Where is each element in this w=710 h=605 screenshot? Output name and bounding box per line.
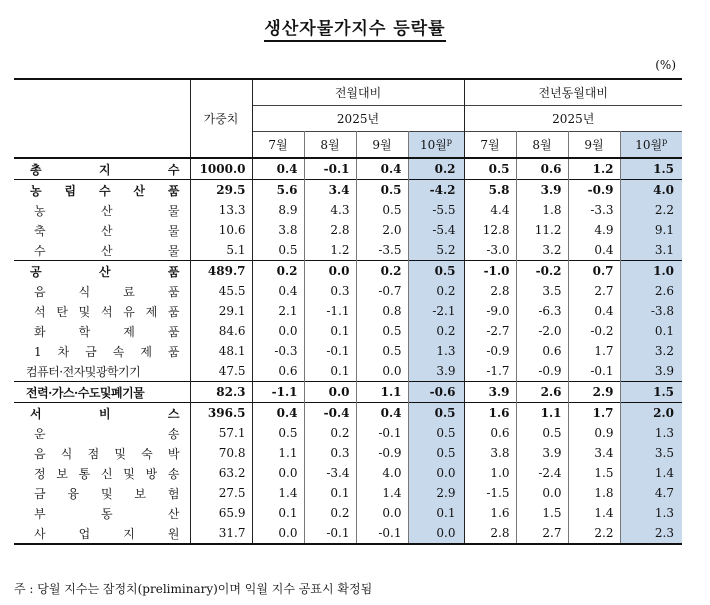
yoy-cell: -6.3 (516, 301, 568, 321)
mom-cell: 0.5 (356, 200, 408, 220)
yoy-cell: 11.2 (516, 220, 568, 240)
weight-cell: 57.1 (190, 423, 252, 443)
mom-cell: -0.6 (408, 382, 464, 403)
yoy-cell: 0.4 (568, 301, 620, 321)
table-row (14, 220, 682, 240)
yoy-cell: 2.7 (516, 523, 568, 544)
mom-year: 2025년 (252, 106, 464, 132)
yoy-cell: 2.7 (568, 281, 620, 301)
item-header (14, 79, 190, 158)
yoy-cell: 3.4 (568, 443, 620, 463)
mom-cell: 0.4 (356, 158, 408, 180)
mom-cell: 0.0 (408, 523, 464, 544)
mom-cell: 2.0 (356, 220, 408, 240)
yoy-cell: 2.3 (620, 523, 682, 544)
mom-cell: 1.1 (356, 382, 408, 403)
yoy-cell: -2.4 (516, 463, 568, 483)
table-row (14, 503, 682, 523)
yoy-cell: 0.6 (516, 158, 568, 180)
row-label: 운 송 (14, 423, 190, 443)
yoy-cell: -9.0 (464, 301, 516, 321)
mom-cell: 1.2 (304, 240, 356, 261)
row-label: 수 산 물 (14, 240, 190, 261)
mom-cell: -0.3 (252, 341, 304, 361)
yoy-cell: 9.1 (620, 220, 682, 240)
yoy-cell: 1.7 (568, 403, 620, 424)
unit-label: (%) (655, 58, 676, 72)
mom-cell: 0.0 (408, 463, 464, 483)
mom-cell: 0.4 (356, 403, 408, 424)
weight-cell: 13.3 (190, 200, 252, 220)
mom-cell: -0.9 (356, 443, 408, 463)
yoy-cell: 2.0 (620, 403, 682, 424)
yoy-cell: 1.4 (568, 503, 620, 523)
row-label: 농 산 물 (14, 200, 190, 220)
mom-cell: 0.5 (408, 261, 464, 282)
yoy-cell: 3.2 (620, 341, 682, 361)
mom-cell: -2.1 (408, 301, 464, 321)
yoy-cell: 1.1 (516, 403, 568, 424)
yoy-cell: 0.4 (568, 240, 620, 261)
mom-month: 8월 (304, 132, 356, 159)
row-label: 음 식 료 품 (14, 281, 190, 301)
yoy-cell: 0.6 (516, 341, 568, 361)
weight-cell: 63.2 (190, 463, 252, 483)
mom-cell: 1.4 (356, 483, 408, 503)
yoy-cell: 2.8 (464, 281, 516, 301)
yoy-cell: 2.2 (620, 200, 682, 220)
row-label: 전력·가스·수도및폐기물 (14, 382, 190, 403)
mom-cell: 0.5 (408, 443, 464, 463)
mom-cell: 2.1 (252, 301, 304, 321)
yoy-cell: 1.5 (568, 463, 620, 483)
row-label: 금 융 및 보 험 (14, 483, 190, 503)
weight-cell: 29.1 (190, 301, 252, 321)
yoy-cell: -2.7 (464, 321, 516, 341)
table-row (14, 321, 682, 341)
row-label: 석 탄 및 석 유 제 품 (14, 301, 190, 321)
yoy-cell: 2.9 (568, 382, 620, 403)
yoy-cell: 1.3 (620, 503, 682, 523)
yoy-cell: 1.6 (464, 403, 516, 424)
yoy-cell: -0.9 (464, 341, 516, 361)
mom-cell: 0.1 (408, 503, 464, 523)
mom-cell: 0.0 (356, 361, 408, 382)
yoy-cell: 1.2 (568, 158, 620, 180)
yoy-cell: 5.8 (464, 180, 516, 201)
mom-cell: -0.1 (356, 423, 408, 443)
yoy-cell: 3.9 (516, 180, 568, 201)
table-row (14, 180, 682, 201)
weight-cell: 65.9 (190, 503, 252, 523)
row-label: 농 림 수 산 품 (14, 180, 190, 201)
weight-cell: 48.1 (190, 341, 252, 361)
yoy-cell: -1.5 (464, 483, 516, 503)
mom-cell: -0.4 (304, 403, 356, 424)
mom-cell: 0.4 (252, 403, 304, 424)
yoy-cell: 0.9 (568, 423, 620, 443)
table-row (14, 240, 682, 261)
mom-cell: 8.9 (252, 200, 304, 220)
yoy-cell: 4.4 (464, 200, 516, 220)
table-row (14, 200, 682, 220)
weight-cell: 70.8 (190, 443, 252, 463)
mom-cell: 2.9 (408, 483, 464, 503)
table-row (14, 443, 682, 463)
yoy-cell: 1.0 (464, 463, 516, 483)
weight-cell: 1000.0 (190, 158, 252, 180)
weight-cell: 5.1 (190, 240, 252, 261)
mom-cell: 3.4 (304, 180, 356, 201)
yoy-cell: 4.7 (620, 483, 682, 503)
yoy-cell: 4.9 (568, 220, 620, 240)
mom-cell: 0.2 (408, 158, 464, 180)
yoy-cell: 3.5 (516, 281, 568, 301)
yoy-cell: -1.0 (464, 261, 516, 282)
table-row (14, 341, 682, 361)
weight-cell: 84.6 (190, 321, 252, 341)
table-row (14, 382, 682, 403)
yoy-cell: 0.6 (464, 423, 516, 443)
table-row (14, 423, 682, 443)
footnote: 주 : 당월 지수는 잠정치(preliminary)이며 익월 지수 공표시 확정됨 (14, 582, 373, 596)
mom-cell: 0.0 (252, 523, 304, 544)
mom-cell: 2.8 (304, 220, 356, 240)
mom-cell: 0.0 (356, 503, 408, 523)
mom-cell: 0.1 (304, 361, 356, 382)
row-label: 1 차 금 속 제 품 (14, 341, 190, 361)
mom-cell: 0.0 (304, 261, 356, 282)
mom-cell: 3.9 (408, 361, 464, 382)
table-row (14, 361, 682, 382)
yoy-year: 2025년 (464, 106, 682, 132)
row-label: 음 식 점 및 숙 박 (14, 443, 190, 463)
yoy-cell: -3.3 (568, 200, 620, 220)
mom-header: 전월대비 (252, 79, 464, 106)
row-label: 공 산 품 (14, 261, 190, 282)
yoy-cell: -0.2 (516, 261, 568, 282)
yoy-month: 9월 (568, 132, 620, 159)
weight-cell: 29.5 (190, 180, 252, 201)
row-label: 총 지 수 (14, 158, 190, 180)
mom-cell: -5.4 (408, 220, 464, 240)
mom-cell: 0.1 (252, 503, 304, 523)
yoy-cell: 3.9 (516, 443, 568, 463)
yoy-cell: 1.5 (620, 158, 682, 180)
yoy-cell: -0.9 (568, 180, 620, 201)
yoy-cell: 2.2 (568, 523, 620, 544)
weight-header: 가중치 (190, 79, 252, 158)
mom-cell: 0.1 (304, 483, 356, 503)
weight-cell: 47.5 (190, 361, 252, 382)
row-label: 서 비 스 (14, 403, 190, 424)
mom-cell: -0.1 (304, 341, 356, 361)
mom-cell: -1.1 (304, 301, 356, 321)
yoy-cell: 1.5 (620, 382, 682, 403)
mom-cell: 0.6 (252, 361, 304, 382)
mom-cell: 0.4 (252, 281, 304, 301)
mom-cell: 0.5 (252, 240, 304, 261)
mom-month: 7월 (252, 132, 304, 159)
mom-cell: -0.1 (304, 523, 356, 544)
yoy-cell: 1.8 (568, 483, 620, 503)
yoy-cell: 4.0 (620, 180, 682, 201)
yoy-month: 7월 (464, 132, 516, 159)
mom-month-current: 10월$^p$ (408, 132, 464, 159)
yoy-cell: -0.9 (516, 361, 568, 382)
yoy-cell: 0.7 (568, 261, 620, 282)
mom-cell: 4.0 (356, 463, 408, 483)
table-row (14, 403, 682, 424)
table-row (14, 261, 682, 282)
row-label: 부 동 산 (14, 503, 190, 523)
mom-cell: 0.2 (408, 321, 464, 341)
yoy-cell: 2.6 (516, 382, 568, 403)
row-label: 축 산 물 (14, 220, 190, 240)
mom-cell: 0.0 (252, 321, 304, 341)
mom-cell: 5.2 (408, 240, 464, 261)
weight-cell: 396.5 (190, 403, 252, 424)
yoy-cell: 1.0 (620, 261, 682, 282)
yoy-cell: -1.7 (464, 361, 516, 382)
mom-month: 9월 (356, 132, 408, 159)
yoy-cell: 3.1 (620, 240, 682, 261)
yoy-cell: 3.9 (464, 382, 516, 403)
table-row (14, 281, 682, 301)
mom-cell: 0.3 (304, 281, 356, 301)
mom-cell: -3.5 (356, 240, 408, 261)
table-row (14, 523, 682, 544)
mom-cell: 0.4 (252, 158, 304, 180)
yoy-cell: 3.2 (516, 240, 568, 261)
mom-cell: -0.7 (356, 281, 408, 301)
ppi-table (14, 78, 682, 545)
mom-cell: -4.2 (408, 180, 464, 201)
yoy-cell: 3.8 (464, 443, 516, 463)
row-label: 정 보 통 신 및 방 송 (14, 463, 190, 483)
yoy-cell: 0.5 (464, 158, 516, 180)
yoy-cell: 2.8 (464, 523, 516, 544)
mom-cell: -0.1 (356, 523, 408, 544)
yoy-cell: 1.8 (516, 200, 568, 220)
mom-cell: 0.0 (304, 382, 356, 403)
yoy-header: 전년동월대비 (464, 79, 682, 106)
yoy-month-current: 10월$^p$ (620, 132, 682, 159)
yoy-cell: 1.5 (516, 503, 568, 523)
mom-cell: 4.3 (304, 200, 356, 220)
yoy-cell: 1.6 (464, 503, 516, 523)
row-label: 컴퓨터·전자및광학기기 (14, 361, 190, 382)
mom-cell: 0.5 (252, 423, 304, 443)
mom-cell: 0.5 (356, 341, 408, 361)
mom-cell: 1.3 (408, 341, 464, 361)
row-label: 사 업 지 원 (14, 523, 190, 544)
table-row (14, 158, 682, 180)
mom-cell: 0.2 (408, 281, 464, 301)
mom-cell: -3.4 (304, 463, 356, 483)
table-row (14, 463, 682, 483)
mom-cell: 3.8 (252, 220, 304, 240)
yoy-cell: 1.7 (568, 341, 620, 361)
yoy-cell: -3.8 (620, 301, 682, 321)
mom-cell: 0.0 (252, 463, 304, 483)
mom-cell: 0.3 (304, 443, 356, 463)
weight-cell: 31.7 (190, 523, 252, 544)
yoy-cell: 0.1 (620, 321, 682, 341)
mom-cell: -1.1 (252, 382, 304, 403)
mom-cell: 0.5 (356, 321, 408, 341)
yoy-cell: 3.9 (620, 361, 682, 382)
weight-cell: 10.6 (190, 220, 252, 240)
yoy-cell: 1.4 (620, 463, 682, 483)
mom-cell: 0.2 (304, 423, 356, 443)
mom-cell: 0.2 (304, 503, 356, 523)
mom-cell: 0.2 (252, 261, 304, 282)
weight-cell: 82.3 (190, 382, 252, 403)
mom-cell: 0.5 (356, 180, 408, 201)
yoy-cell: 0.5 (516, 423, 568, 443)
yoy-cell: 1.3 (620, 423, 682, 443)
yoy-cell: -0.1 (568, 361, 620, 382)
table-row (14, 483, 682, 503)
row-label: 화 학 제 품 (14, 321, 190, 341)
yoy-cell: 2.6 (620, 281, 682, 301)
mom-cell: 0.5 (408, 423, 464, 443)
table-row (14, 301, 682, 321)
weight-cell: 489.7 (190, 261, 252, 282)
mom-cell: 1.1 (252, 443, 304, 463)
yoy-cell: 12.8 (464, 220, 516, 240)
mom-cell: 5.6 (252, 180, 304, 201)
mom-cell: 0.1 (304, 321, 356, 341)
yoy-cell: -3.0 (464, 240, 516, 261)
yoy-cell: -0.2 (568, 321, 620, 341)
mom-cell: -0.1 (304, 158, 356, 180)
weight-cell: 45.5 (190, 281, 252, 301)
mom-cell: 0.5 (408, 403, 464, 424)
mom-cell: 0.8 (356, 301, 408, 321)
yoy-cell: 0.0 (516, 483, 568, 503)
page-title: 생산자물가지수 등락률 (0, 14, 710, 39)
yoy-cell: -2.0 (516, 321, 568, 341)
mom-cell: -5.5 (408, 200, 464, 220)
mom-cell: 1.4 (252, 483, 304, 503)
yoy-month: 8월 (516, 132, 568, 159)
weight-cell: 27.5 (190, 483, 252, 503)
mom-cell: 0.2 (356, 261, 408, 282)
yoy-cell: 3.5 (620, 443, 682, 463)
